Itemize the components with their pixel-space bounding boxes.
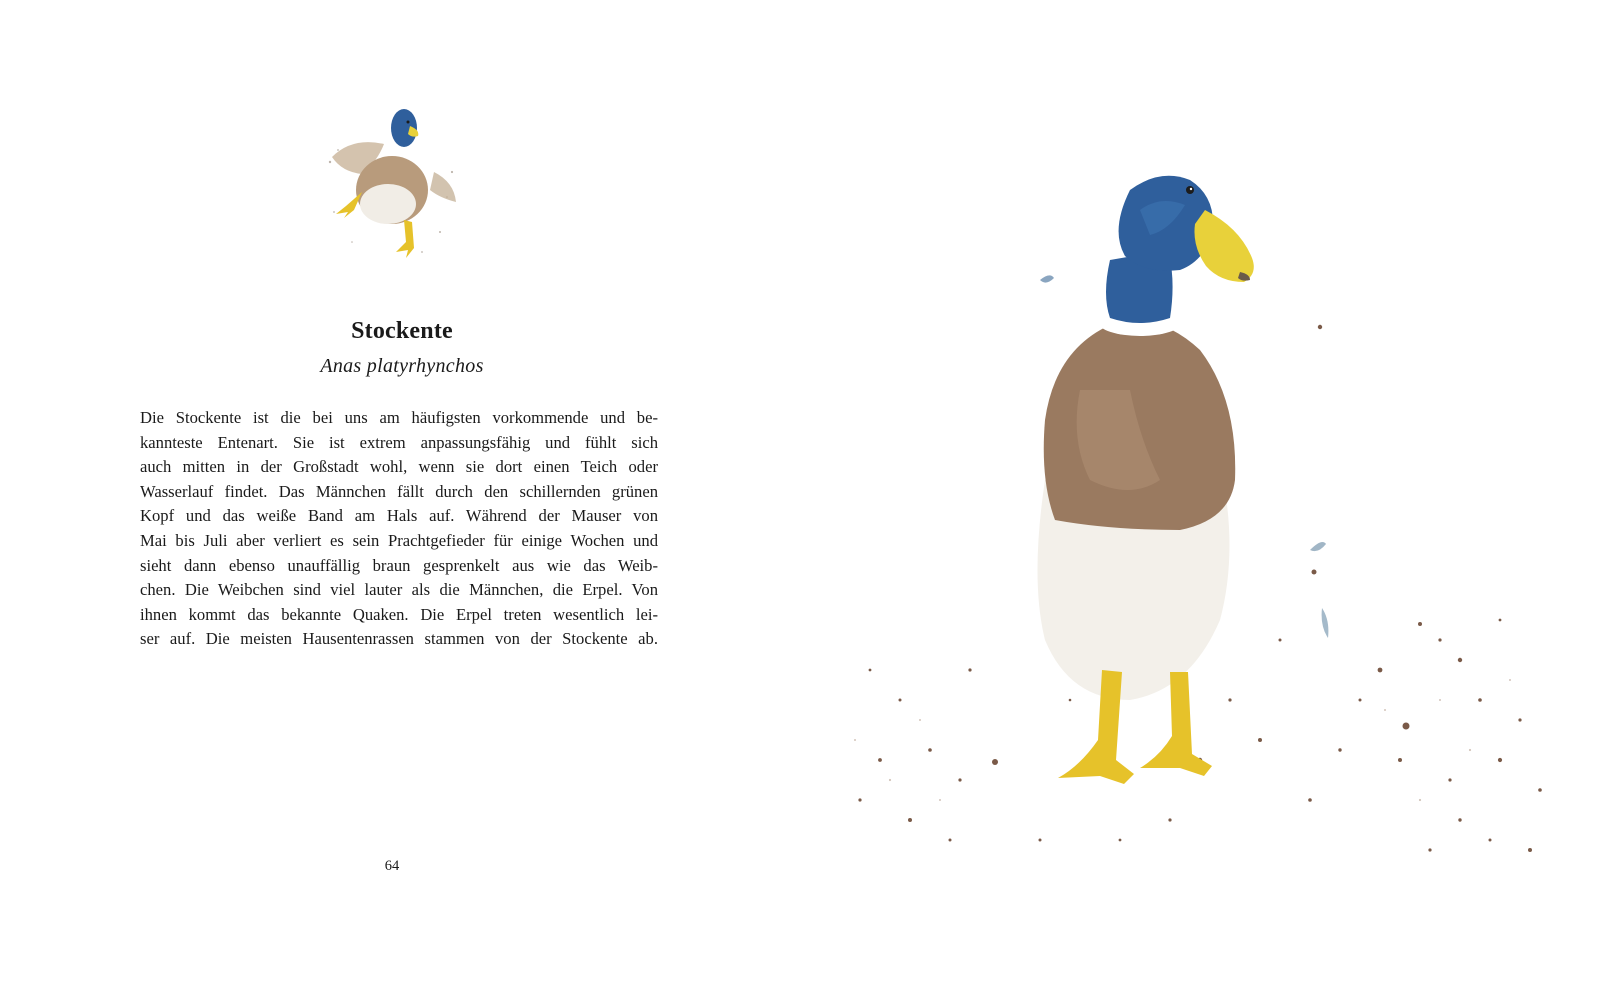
body-line: Wasserlauf findet. Das Männchen fällt durch den schillernden grünen [140, 481, 658, 501]
body-line: ser auf. Die meisten Hausentenrassen stammen von der Stockente ab. [140, 629, 658, 649]
body-line: kannteste Entenart. Sie ist extrem anpassungsfähig und fühlt sich [140, 432, 658, 452]
body-line: Mai bis Juli aber verliert es sein Prachtgefieder für einige Wochen und [140, 530, 658, 550]
small-duck-illustration [322, 102, 462, 272]
latin-name: Anas platyrhynchos [320, 355, 484, 377]
body-line: sieht dann ebenso unauffällig braun gesprenkelt aus wie das Weib- [140, 555, 658, 575]
species-title: Stockente [351, 318, 453, 344]
body-line: Kopf und das weiße Band am Hals auf. Während der Mauser von [140, 506, 658, 526]
body-line: Die Stockente ist die bei uns am häufigsten vorkommende und be- [140, 408, 658, 427]
body-paragraph [140, 406, 658, 652]
right-page [800, 0, 1600, 988]
page-number: 64 [384, 858, 400, 874]
body-line: auch mitten in der Großstadt wohl, wenn sie dort einen Teich oder [140, 457, 658, 477]
body-line: ihnen kommt das bekannte Quaken. Die Erpel treten wesentlich lei- [140, 604, 658, 624]
body-line: chen. Die Weibchen sind viel lauter als die Männchen, die Erpel. Von [140, 580, 658, 600]
mallard-drake-illustration [840, 60, 1560, 890]
